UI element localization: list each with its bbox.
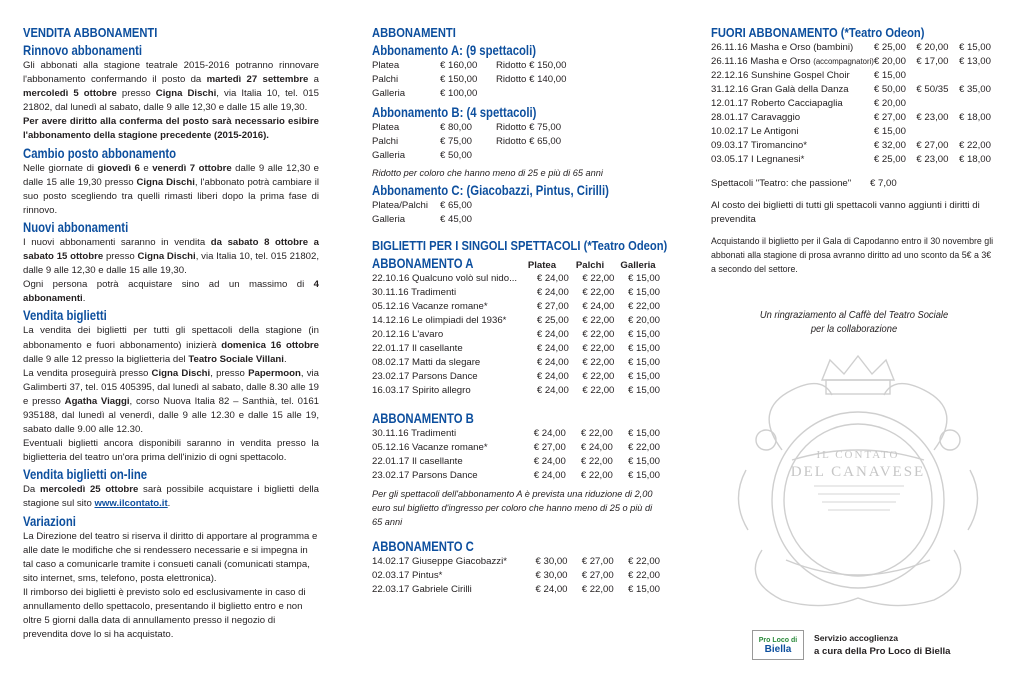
events-b-note: Per gli spettacoli dell'abbonamento A è prevista una riduzione di 2,00 euro sul biglietto d'ingresso per coloro che hanno meno di 25 o più di 65 anni bbox=[372, 489, 653, 527]
price-cell: € 22,00 bbox=[582, 385, 615, 396]
price-cell: € 80,00 bbox=[440, 122, 473, 133]
table-row bbox=[372, 370, 662, 384]
paragraph-biglietti-eventuali: Eventuali biglietti ancora disponibili saranno in vendita presso la biglietteria del teatro un'ora prima dell'inizio di ogni spettacolo. bbox=[23, 438, 319, 464]
price-cell: € 27,00 bbox=[873, 112, 906, 123]
table-abbonamento-c bbox=[372, 199, 496, 227]
passione-label: Spettacoli "Teatro: che passione" bbox=[711, 178, 852, 189]
row-label: 22.03.17 Gabriele Cirilli bbox=[372, 584, 472, 595]
table-row bbox=[711, 177, 997, 191]
price-cell bbox=[916, 97, 959, 111]
heading-cambio: Cambio posto abbonamento bbox=[23, 145, 177, 161]
column-header-palchi: Palchi bbox=[575, 260, 605, 271]
table-row bbox=[711, 125, 997, 139]
row-label: 05.12.16 Vacanze romane* bbox=[372, 301, 488, 312]
price-cell: € 22,00 bbox=[582, 343, 615, 354]
paragraph-cambio: Nelle giornate di giovedì 6 e venerdì 7 ottobre dalle 9 alle 12,30 e dalle 15 alle 19,30 presso Cigna Dischi, l'abbonato potrà cambiare il suo posto scegliendo tra quelli rimasti liberi dopo la prima fase di rinnovo. bbox=[23, 162, 319, 216]
paragraph-rinnovo: Gli abbonati alla stagione teatrale 2015-2016 potranno rinnovare l'abbonamento confermando il posto da martedì 27 settembre a mercoledì 5 ottobre presso Cigna Dischi, via Italia 10, tel. 015 21802, dal lunedì al sabato, dalle 9 alle 12,30 e dalle 15 alle 19,30. bbox=[23, 60, 319, 114]
heading-events-c: ABBONAMENTO C bbox=[372, 539, 474, 554]
price-cell: € 25,00 bbox=[873, 42, 906, 53]
price-cell: € 25,00 bbox=[873, 154, 906, 165]
price-cell: € 15,00 bbox=[627, 385, 660, 396]
heading-rinnovo: Rinnovo abbonamenti bbox=[23, 43, 143, 58]
price-cell: € 27,00 bbox=[533, 442, 566, 453]
price-cell: Ridotto € 140,00 bbox=[496, 74, 567, 85]
table-row bbox=[372, 469, 662, 483]
row-label: 22.01.17 Il casellante bbox=[372, 456, 463, 467]
price-cell: € 27,00 bbox=[916, 140, 949, 151]
table-row bbox=[372, 272, 662, 286]
footer bbox=[752, 630, 951, 660]
column-fuori-abbonamento bbox=[711, 22, 997, 337]
price-cell: € 22,00 bbox=[627, 301, 660, 312]
price-cell: € 20,00 bbox=[873, 56, 906, 67]
website-link[interactable]: www.ilcontato.it bbox=[94, 498, 168, 510]
pro-loco-logo: Pro Loco di Biella bbox=[752, 630, 804, 660]
table-row bbox=[372, 149, 561, 163]
row-label: Platea/Palchi bbox=[372, 200, 428, 211]
table-row bbox=[372, 135, 561, 149]
heading-events-b: ABBONAMENTO B bbox=[372, 411, 474, 426]
table-row bbox=[372, 342, 662, 356]
price-cell: € 24,00 bbox=[533, 456, 566, 467]
row-label: 02.03.17 Pintus* bbox=[372, 570, 443, 581]
price-cell: € 20,00 bbox=[873, 98, 906, 109]
table-row bbox=[372, 384, 662, 398]
paragraph-online: Da mercoledì 25 ottobre sarà possibile acquistare i biglietti della stagione sul sito www.ilcontato.it. bbox=[23, 484, 319, 510]
price-cell: € 23,00 bbox=[916, 112, 949, 123]
paragraph-variazioni: La Direzione del teatro si riserva il diritto di apportare al programma e alle date le modifiche che si rendessero necessarie e si impegna in tal caso a comunicarle tramite i consueti canali (comunicati stampa, sito internet, sms, telefono, posta elettronica). bbox=[23, 530, 318, 584]
price-cell: € 15,00 bbox=[627, 357, 660, 368]
table-row bbox=[711, 111, 997, 125]
price-cell bbox=[496, 87, 566, 101]
heading-nuovi: Nuovi abbonamenti bbox=[23, 219, 129, 235]
price-cell: € 24,00 bbox=[536, 329, 569, 340]
paragraph-rimborso: Il rimborso dei biglietti è previsto solo ed esclusivamente in caso di annullamento dello spettacolo, presentando il biglietto entro e non oltre 5 giorni dalla data di annullamento presso il negozio di prevendita dove lo si ha acquistato. bbox=[23, 586, 306, 641]
price-cell: € 24,00 bbox=[582, 301, 615, 312]
price-cell: € 22,00 bbox=[580, 428, 613, 439]
price-cell: € 22,00 bbox=[582, 315, 615, 326]
price-cell: € 22,00 bbox=[627, 442, 660, 453]
price-cell: € 20,00 bbox=[916, 42, 949, 53]
price-cell: € 23,00 bbox=[916, 154, 949, 165]
thanks-note: Un ringraziamento al Caffè del Teatro Sociale per la collaborazione bbox=[759, 310, 949, 336]
paragraph-biglietti: La vendita dei biglietti per tutti gli spettacoli della stagione (in abbonamento e fuori abbonamento) inizierà domenica 16 ottobre dalle 9 alle 12 presso la biglietteria del Teatro Sociale Villani. bbox=[23, 325, 319, 365]
price-cell: € 22,00 bbox=[582, 371, 615, 382]
header-abbonamento-a-events bbox=[372, 254, 662, 272]
table-row bbox=[711, 69, 997, 83]
column-abbonamenti bbox=[372, 22, 668, 597]
price-cell: € 75,00 bbox=[440, 136, 473, 147]
price-cell: Ridotto € 150,00 bbox=[496, 60, 567, 71]
price-cell: € 15,00 bbox=[627, 273, 660, 284]
event-title: 26.11.16 Masha e Orso (accompagnatori) bbox=[711, 56, 874, 67]
event-title: 31.12.16 Gran Galà della Danza bbox=[711, 84, 849, 95]
price-cell: € 24,00 bbox=[536, 287, 569, 298]
price-cell: € 15,00 bbox=[627, 371, 660, 382]
price-cell: € 18,00 bbox=[958, 112, 991, 123]
price-cell: € 24,00 bbox=[580, 442, 613, 453]
price-cell: € 50,00 bbox=[440, 150, 473, 161]
price-cell: € 24,00 bbox=[536, 385, 569, 396]
price-cell: € 15,00 bbox=[873, 70, 906, 81]
heading-variazioni: Variazioni bbox=[23, 513, 76, 529]
price-cell bbox=[916, 125, 959, 139]
row-label: 30.11.16 Tradimenti bbox=[372, 287, 457, 298]
table-row bbox=[372, 555, 662, 569]
row-label: 05.12.16 Vacanze romane* bbox=[372, 442, 488, 453]
paragraph-rinnovo-bold: Per avere diritto alla conferma del posto sarà necessario esibire l'abbonamento della stagione precedente (2015-2016). bbox=[23, 116, 319, 142]
row-label: 22.10.16 Qualcuno volò sul nido... bbox=[372, 273, 518, 284]
price-cell: € 22,00 bbox=[580, 456, 613, 467]
ridotto-note: Ridotto per coloro che hanno meno di 25 e più di 65 anni bbox=[372, 168, 603, 178]
price-cell: € 27,00 bbox=[581, 556, 614, 567]
price-cell bbox=[916, 69, 959, 83]
price-cell: € 22,00 bbox=[627, 556, 660, 567]
event-title: 12.01.17 Roberto Cacciapaglia bbox=[711, 98, 843, 109]
price-cell: € 22,00 bbox=[958, 140, 991, 151]
section-title-vendita: VENDITA ABBONAMENTI bbox=[23, 25, 158, 40]
table-row bbox=[372, 356, 662, 370]
paragraph-nuovi-max: Ogni persona potrà acquistare sino ad un massimo di 4 abbonamenti. bbox=[23, 279, 319, 305]
event-title: 26.11.16 Masha e Orso (bambini) bbox=[711, 42, 854, 53]
table-abbonamento-a bbox=[372, 59, 566, 101]
heading-biglietti: Vendita biglietti bbox=[23, 308, 107, 324]
table-row bbox=[711, 153, 997, 167]
price-cell: € 22,00 bbox=[582, 329, 615, 340]
price-cell: € 50,00 bbox=[873, 84, 906, 95]
row-label: Galleria bbox=[372, 150, 406, 161]
price-cell: € 20,00 bbox=[627, 315, 660, 326]
price-cell: Ridotto € 75,00 bbox=[496, 122, 562, 133]
table-row bbox=[372, 87, 566, 101]
seal-text-contato: IL CONTATO bbox=[816, 449, 900, 461]
seal-illustration bbox=[722, 350, 994, 612]
price-cell: € 15,00 bbox=[873, 126, 906, 137]
price-cell: € 100,00 bbox=[440, 88, 478, 99]
event-title: 09.03.17 Tiromancino* bbox=[711, 140, 807, 151]
table-events-a bbox=[372, 272, 662, 398]
table-row bbox=[372, 441, 662, 455]
table-row bbox=[372, 314, 662, 328]
paragraph-nuovi: I nuovi abbonamenti saranno in vendita da sabato 8 ottobre a sabato 15 ottobre presso Cigna Dischi, via Italia 10, tel. 015 21802, dalle 9 alle 12,30 e dalle 15 alle 19,30. bbox=[23, 236, 319, 277]
seal-text-canavese: DEL CANAVESE bbox=[790, 464, 926, 480]
table-fuori-abbonamento bbox=[711, 41, 997, 167]
row-label: 30.11.16 Tradimenti bbox=[372, 428, 457, 439]
price-cell bbox=[959, 69, 997, 83]
price-cell bbox=[496, 149, 561, 163]
table-events-b bbox=[372, 427, 662, 483]
price-cell: € 15,00 bbox=[627, 428, 660, 439]
price-cell bbox=[959, 97, 997, 111]
table-row bbox=[372, 286, 662, 300]
event-title: 28.01.17 Caravaggio bbox=[711, 112, 801, 123]
price-cell: € 15,00 bbox=[627, 470, 660, 481]
price-cell: € 27,00 bbox=[536, 301, 569, 312]
table-row bbox=[711, 97, 997, 111]
price-cell: € 24,00 bbox=[533, 470, 566, 481]
row-label: Platea bbox=[372, 122, 400, 133]
event-title: 03.05.17 I Legnanesi* bbox=[711, 154, 805, 165]
price-cell: € 18,00 bbox=[958, 154, 991, 165]
price-cell: € 24,00 bbox=[533, 428, 566, 439]
price-cell: Ridotto € 65,00 bbox=[496, 136, 562, 147]
paragraph-diritti: Al costo dei biglietti di tutti gli spettacoli vanno aggiunti i diritti di prevendita bbox=[711, 200, 980, 226]
row-label: Palchi bbox=[372, 136, 399, 147]
row-label: 14.12.16 Le olimpiadi del 1936* bbox=[372, 315, 507, 326]
footer-line-1: Servizio accoglienza bbox=[814, 633, 899, 643]
paragraph-capodanno: Acquistando il biglietto per il Gala di Capodanno entro il 30 novembre gli abbonati alla stagione di prosa avranno diritto ad uno sconto da 5€ a 3€ a secondo del settore. bbox=[711, 236, 994, 276]
price-cell: € 22,00 bbox=[582, 287, 615, 298]
row-label: Palchi bbox=[372, 74, 399, 85]
price-cell: € 15,00 bbox=[627, 584, 660, 595]
price-cell: € 45,00 bbox=[440, 214, 473, 225]
price-cell: € 24,00 bbox=[536, 273, 569, 284]
table-passione bbox=[711, 177, 997, 191]
table-row bbox=[372, 121, 561, 135]
price-cell: € 27,00 bbox=[581, 570, 614, 581]
price-cell: € 15,00 bbox=[958, 42, 991, 53]
table-row bbox=[372, 455, 662, 469]
price-cell: € 15,00 bbox=[627, 287, 660, 298]
price-cell: € 17,00 bbox=[916, 56, 949, 67]
section-title-singoli: BIGLIETTI PER I SINGOLI SPETTACOLI (*Teatro Odeon) bbox=[372, 238, 668, 253]
row-label: 20.12.16 L'avaro bbox=[372, 329, 444, 340]
table-row bbox=[372, 583, 662, 597]
price-cell: € 15,00 bbox=[627, 343, 660, 354]
table-row bbox=[711, 83, 997, 97]
passione-price: € 7,00 bbox=[870, 178, 897, 189]
price-cell: € 35,00 bbox=[958, 84, 991, 95]
price-cell: € 24,00 bbox=[536, 371, 569, 382]
section-title-fuori: FUORI ABBONAMENTO (*Teatro Odeon) bbox=[711, 25, 925, 40]
paragraph-biglietti-prosegue: La vendita proseguirà presso Cigna Dischi, presso Papermoon, via Galimberti 37, tel. 015 405395, dal lunedì al sabato, dalle 8.30 alle 19 e presso Agatha Viaggi, corso Nuova Italia 82 – Santhià, tel. 0161 935188, dal lunedì al venerdì, dalle 9 alle 12.30 e dalle 15 alle 19, sabato dalle 9.00 alle 12.30. bbox=[23, 367, 320, 436]
price-cell: € 15,00 bbox=[627, 329, 660, 340]
price-cell: € 22,00 bbox=[580, 470, 613, 481]
event-title: 10.02.17 Le Antigoni bbox=[711, 126, 799, 137]
heading-abbonamento-c: Abbonamento C: (Giacobazzi, Pintus, Cirilli) bbox=[372, 183, 609, 198]
table-row bbox=[372, 569, 662, 583]
column-header-galleria: Galleria bbox=[620, 260, 656, 271]
price-cell: € 24,00 bbox=[535, 584, 568, 595]
table-row bbox=[372, 328, 662, 342]
price-cell: € 150,00 bbox=[440, 74, 478, 85]
column-vendita-abbonamenti bbox=[23, 22, 319, 642]
price-cell: € 24,00 bbox=[536, 357, 569, 368]
row-label: 23.02.17 Parsons Dance bbox=[372, 371, 478, 382]
table-abbonamento-b bbox=[372, 121, 561, 163]
price-cell: € 22,00 bbox=[627, 570, 660, 581]
event-title: 22.12.16 Sunshine Gospel Choir bbox=[711, 70, 850, 81]
footer-text bbox=[814, 632, 951, 658]
table-events-c bbox=[372, 555, 662, 597]
price-cell: € 160,00 bbox=[440, 60, 478, 71]
row-label: 14.02.17 Giuseppe Giacobazzi* bbox=[372, 556, 507, 567]
heading-online: Vendita biglietti on-line bbox=[23, 467, 148, 483]
price-cell: € 65,00 bbox=[440, 200, 473, 211]
price-cell: € 13,00 bbox=[958, 56, 991, 67]
price-cell: € 30,00 bbox=[535, 556, 568, 567]
price-cell: € 30,00 bbox=[535, 570, 568, 581]
table-row bbox=[372, 213, 496, 227]
price-cell: € 32,00 bbox=[873, 140, 906, 151]
price-cell: € 15,00 bbox=[627, 456, 660, 467]
section-title-abbonamenti: ABBONAMENTI bbox=[372, 25, 456, 40]
row-label: Platea bbox=[372, 60, 400, 71]
row-label: 16.03.17 Spirito allegro bbox=[372, 385, 471, 396]
table-row bbox=[372, 73, 566, 87]
row-label: 23.02.17 Parsons Dance bbox=[372, 470, 478, 481]
price-cell: € 22,00 bbox=[581, 584, 614, 595]
price-cell: € 25,00 bbox=[536, 315, 569, 326]
table-row bbox=[372, 300, 662, 314]
heading-abbonamento-a: Abbonamento A: (9 spettacoli) bbox=[372, 43, 537, 58]
heading-events-a: ABBONAMENTO A bbox=[372, 256, 474, 271]
footer-line-2: a cura della Pro Loco di Biella bbox=[814, 646, 951, 657]
table-row bbox=[372, 427, 662, 441]
row-label: Galleria bbox=[372, 88, 406, 99]
price-cell: € 50/35 bbox=[916, 84, 949, 95]
table-row bbox=[711, 41, 997, 55]
row-label: 22.01.17 Il casellante bbox=[372, 343, 463, 354]
column-header-platea: Platea bbox=[527, 260, 557, 271]
table-row bbox=[372, 59, 566, 73]
row-label: 08.02.17 Matti da slegare bbox=[372, 357, 481, 368]
price-cell: € 22,00 bbox=[582, 273, 615, 284]
table-row bbox=[372, 199, 496, 213]
row-label: Galleria bbox=[372, 214, 406, 225]
price-cell: € 24,00 bbox=[536, 343, 569, 354]
price-cell: € 22,00 bbox=[582, 357, 615, 368]
heading-abbonamento-b: Abbonamento B: (4 spettacoli) bbox=[372, 105, 537, 120]
table-row bbox=[711, 55, 997, 69]
price-cell bbox=[959, 125, 997, 139]
table-row bbox=[711, 139, 997, 153]
